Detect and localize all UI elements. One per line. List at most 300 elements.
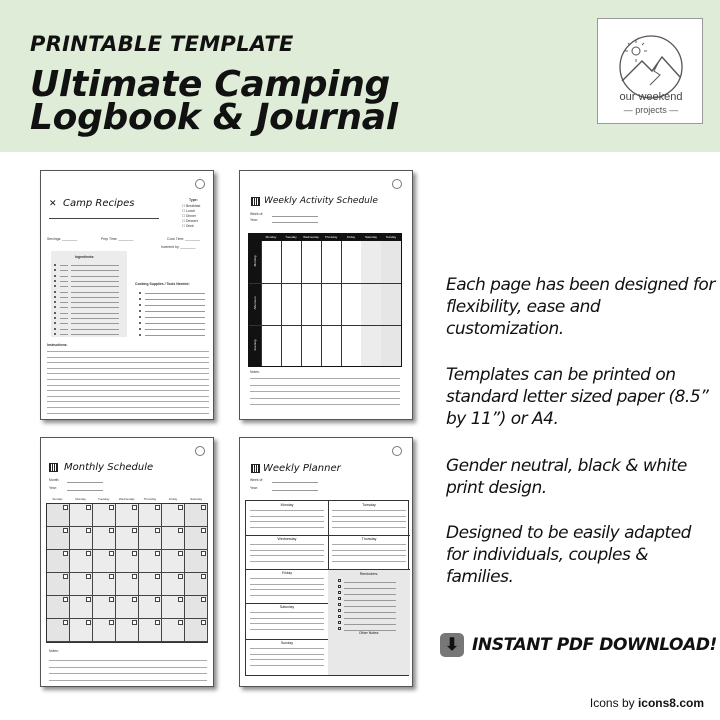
grid-column-line <box>341 241 342 366</box>
ingredient-line <box>71 292 119 293</box>
ingredient-qty-line <box>60 323 68 324</box>
instruction-line <box>47 357 209 358</box>
grid-column-line <box>321 241 322 366</box>
calendar-cell <box>162 504 185 527</box>
ingredient-line <box>71 297 119 298</box>
planner-title: Weekly Planner <box>263 463 341 474</box>
notes-line <box>250 378 400 379</box>
calendar-cell <box>47 619 70 642</box>
date-box <box>201 597 206 602</box>
planner-line <box>332 510 406 511</box>
instruction-line <box>47 390 209 391</box>
planner-line <box>250 595 324 596</box>
mini-logo-icon <box>195 179 205 189</box>
planner-line <box>332 521 406 522</box>
date-box <box>86 574 91 579</box>
planner-line <box>250 550 324 551</box>
calendar-cell <box>162 550 185 573</box>
calendar-cell <box>93 573 116 596</box>
calendar-cell <box>116 527 139 550</box>
year-line <box>272 222 318 223</box>
date-box <box>201 574 206 579</box>
tools-label: Cooking Supplies / Tools Needed: <box>135 282 190 286</box>
date-box <box>86 528 91 533</box>
row-header: Morning <box>253 255 257 267</box>
date-box <box>109 597 114 602</box>
ingredient-line <box>71 307 119 308</box>
calendar-cell <box>139 619 162 642</box>
notes-line <box>250 385 400 386</box>
ingredient-qty-line <box>60 318 68 319</box>
date-box <box>201 620 206 625</box>
planner-line <box>250 527 324 528</box>
calendar-cell <box>116 596 139 619</box>
ingredient-qty-line <box>60 276 68 277</box>
tool-line <box>145 317 205 318</box>
ingredient-qty-line <box>60 265 68 266</box>
reminder-line <box>344 618 396 619</box>
tool-line <box>145 311 205 312</box>
ingredient-line <box>71 265 119 266</box>
calendar-cell <box>70 573 93 596</box>
date-box <box>109 528 114 533</box>
checkbox-icon <box>338 609 341 612</box>
bullet-icon <box>54 328 56 330</box>
planner-line <box>250 561 324 562</box>
calendar-cell <box>162 527 185 550</box>
ingredient-qty-line <box>60 281 68 282</box>
servings: Servings: ________ <box>47 237 78 241</box>
date-box <box>201 528 206 533</box>
type-label: Type: <box>189 198 198 202</box>
bullet-icon <box>139 328 141 330</box>
day-label: Tuesday <box>362 503 376 507</box>
date-box <box>63 505 68 510</box>
day-label: Monday <box>280 503 294 507</box>
instruction-line <box>47 373 209 374</box>
ingredient-qty-line <box>60 270 68 271</box>
day-label: Thursday <box>361 537 377 541</box>
bullet-icon <box>54 333 56 335</box>
grid-row-line <box>249 283 401 284</box>
row-header: Evening <box>253 339 257 351</box>
day-header: Tuesday <box>97 497 110 501</box>
bullet-icon <box>139 304 141 306</box>
year: Year: <box>250 218 258 222</box>
calendar-cell <box>93 619 116 642</box>
month: Month: <box>49 478 60 482</box>
day-label: Sunday <box>280 641 294 645</box>
grid-column-line <box>261 241 262 366</box>
day-label: Saturday <box>279 605 295 609</box>
date-box <box>63 528 68 533</box>
ingredient-qty-line <box>60 297 68 298</box>
date-box <box>178 551 183 556</box>
planner-line <box>250 589 324 590</box>
instruction-line <box>47 379 209 380</box>
checkbox-icon <box>338 591 341 594</box>
page-preview-monthly <box>40 437 214 687</box>
planner-line <box>332 527 406 528</box>
reminder-line <box>344 582 396 583</box>
mini-logo-icon <box>392 446 402 456</box>
ingredient-qty-line <box>60 329 68 330</box>
planner-block-line <box>246 535 328 536</box>
tool-line <box>145 305 205 306</box>
download-banner <box>440 632 717 658</box>
type-option: ☐ Dinner <box>182 214 196 218</box>
date-box <box>86 597 91 602</box>
planner-line <box>250 623 324 624</box>
bullet-icon <box>54 312 56 314</box>
calendar-cell <box>116 550 139 573</box>
calendar-cell <box>93 596 116 619</box>
planner-line <box>332 516 406 517</box>
planner-line <box>250 618 324 619</box>
calendar-cell <box>185 550 208 573</box>
planner-line <box>250 516 324 517</box>
bullet-icon <box>54 275 56 277</box>
day-header: Monday <box>265 235 277 239</box>
calendar-cell <box>139 527 162 550</box>
reminder-line <box>344 600 396 601</box>
planner-line <box>332 550 406 551</box>
day-header: Monday <box>75 497 86 501</box>
planner-block-line <box>246 603 328 604</box>
recipe-name-line <box>49 218 159 219</box>
weekend-shade <box>361 241 381 366</box>
bullet-icon <box>139 316 141 318</box>
credit-link[interactable]: icons8.com <box>637 696 704 710</box>
date-box <box>155 528 160 533</box>
ingredient-line <box>71 313 119 314</box>
checkbox-icon <box>338 579 341 582</box>
date-box <box>109 574 114 579</box>
instructions-label: Instructions: <box>47 343 68 347</box>
planner-line <box>250 612 324 613</box>
bullet-icon <box>54 317 56 319</box>
date-box <box>155 574 160 579</box>
mini-logo-icon <box>195 446 205 456</box>
bullet-icon <box>54 264 56 266</box>
tool-line <box>145 299 205 300</box>
ingredient-line <box>71 276 119 277</box>
date-box <box>178 574 183 579</box>
planner-line <box>332 555 406 556</box>
header-banner <box>0 0 720 152</box>
day-header: Saturday <box>364 235 377 239</box>
checkbox-icon <box>338 627 341 630</box>
planner-block-line <box>328 535 410 536</box>
planner-line <box>250 578 324 579</box>
date-box <box>155 505 160 510</box>
instruction-line <box>47 385 209 386</box>
ingredient-line <box>71 329 119 330</box>
logo-line2: — projects — <box>623 105 679 115</box>
date-box <box>63 574 68 579</box>
grid-column-line <box>281 241 282 366</box>
date-box <box>132 551 137 556</box>
date-box <box>63 597 68 602</box>
day-header: Wednesday <box>303 235 319 239</box>
year-line <box>272 490 318 491</box>
type-option: ☐ Dessert <box>182 219 198 223</box>
feature-print-sizes: Templates can be printed on standard letter sized paper (8.5” by 11”) or A4. <box>446 365 709 429</box>
icons-credit <box>590 696 704 710</box>
activity-title: Weekly Activity Schedule <box>264 196 378 206</box>
date-box <box>201 505 206 510</box>
instruction-line <box>47 407 209 408</box>
date-box <box>155 551 160 556</box>
invented-by: Invented by: ________ <box>161 245 196 249</box>
day-header: Thursday <box>143 497 157 501</box>
notes-line <box>49 667 207 668</box>
planner-grid <box>245 500 409 676</box>
planner-line <box>250 544 324 545</box>
page-preview-weekly-planner <box>239 437 413 687</box>
ingredient-line <box>71 318 119 319</box>
calendar-cell <box>116 619 139 642</box>
calendar-cell <box>139 573 162 596</box>
calendar-cell <box>47 573 70 596</box>
date-box <box>63 551 68 556</box>
bullet-icon <box>139 292 141 294</box>
instruction-line <box>47 362 209 363</box>
weekend-shade <box>381 241 401 366</box>
planner-line <box>250 510 324 511</box>
date-box <box>178 528 183 533</box>
planner-line <box>250 648 324 649</box>
ingredients-label: Ingredients: <box>75 255 95 259</box>
ingredient-qty-line <box>60 334 68 335</box>
instruction-line <box>47 413 209 414</box>
date-box <box>178 597 183 602</box>
week-line <box>272 482 318 483</box>
calendar-cell <box>93 527 116 550</box>
reminder-line <box>344 588 396 589</box>
notes-line <box>250 404 400 405</box>
calendar-cell <box>162 573 185 596</box>
planner-block-line <box>246 569 328 570</box>
calendar-icon <box>251 197 260 206</box>
tool-line <box>145 335 205 336</box>
notes-label: Notes: <box>250 370 260 374</box>
date-box <box>132 528 137 533</box>
date-box <box>86 551 91 556</box>
day-header: Sunday <box>385 235 397 239</box>
ingredient-line <box>71 302 119 303</box>
calendar-cell <box>185 596 208 619</box>
day-label: Wednesday <box>277 537 297 541</box>
day-header: Wednesday <box>118 497 135 501</box>
tool-line <box>145 323 205 324</box>
bullet-icon <box>54 296 56 298</box>
tool-line <box>145 329 205 330</box>
ingredient-qty-line <box>60 313 68 314</box>
instruction-line <box>47 401 209 402</box>
other-notes-label: Other Notes: <box>358 631 380 635</box>
date-box <box>109 505 114 510</box>
calendar-cell <box>47 596 70 619</box>
calendar-cell <box>70 596 93 619</box>
calendar-cell <box>185 573 208 596</box>
checkbox-icon <box>338 615 341 618</box>
date-box <box>63 620 68 625</box>
monthly-title: Monthly Schedule <box>64 462 154 473</box>
feature-flexibility: Each page has been designed for flexibility, ease and customization. <box>446 275 715 339</box>
activity-grid <box>248 233 402 367</box>
day-label: Friday <box>282 571 292 575</box>
date-box <box>178 505 183 510</box>
notes-line <box>250 391 400 392</box>
date-box <box>178 620 183 625</box>
planner-line <box>250 629 324 630</box>
date-box <box>109 620 114 625</box>
date-box <box>132 620 137 625</box>
date-box <box>132 505 137 510</box>
calendar-cell <box>93 550 116 573</box>
instruction-line <box>47 368 209 369</box>
ingredient-line <box>71 334 119 335</box>
download-label: INSTANT PDF DOWNLOAD! <box>472 635 717 655</box>
type-option: ☐ Drink <box>182 224 194 228</box>
checkbox-icon <box>338 621 341 624</box>
calendar-cell <box>185 504 208 527</box>
date-box <box>132 574 137 579</box>
prep-time: Prep Time: ________ <box>101 237 134 241</box>
week-of: Week of: <box>250 478 264 482</box>
ingredient-qty-line <box>60 292 68 293</box>
feature-design: Gender neutral, black & white print design. <box>446 456 687 498</box>
year-line <box>67 490 103 491</box>
reminder-line <box>344 624 396 625</box>
bullet-icon <box>139 298 141 300</box>
bullet-icon <box>139 334 141 336</box>
header-kicker: PRINTABLE TEMPLATE <box>30 32 294 56</box>
calendar-cell <box>162 619 185 642</box>
feature-adaptable: Designed to be easily adapted for individuals, couples & families. <box>446 523 691 587</box>
date-box <box>86 505 91 510</box>
week-line <box>272 216 318 217</box>
day-header: Sunday <box>52 497 63 501</box>
logo-line1: our weekend <box>619 91 683 103</box>
calendar-cell <box>93 504 116 527</box>
ingredient-line <box>71 286 119 287</box>
type-option: ☐ Breakfast <box>182 204 201 208</box>
notes-line <box>49 660 207 661</box>
cook-time: Cook Time: ________ <box>167 237 201 241</box>
calendar-cell <box>116 504 139 527</box>
calendar-cell <box>116 573 139 596</box>
reminder-line <box>344 606 396 607</box>
type-option: ☐ Lunch <box>182 209 196 213</box>
planner-line <box>250 665 324 666</box>
day-header: Thursday <box>324 235 338 239</box>
ingredient-qty-line <box>60 286 68 287</box>
month-line <box>67 482 103 483</box>
bullet-icon <box>54 291 56 293</box>
calendar-icon <box>251 464 260 473</box>
mini-logo-icon <box>392 179 402 189</box>
planner-line <box>250 555 324 556</box>
grid-column-line <box>301 241 302 366</box>
checkbox-icon <box>338 597 341 600</box>
bullet-icon <box>139 310 141 312</box>
reminders-label: Reminders: <box>359 572 379 576</box>
ingredient-qty-line <box>60 302 68 303</box>
brand-logo <box>597 18 703 124</box>
reminder-line <box>344 612 396 613</box>
calendar-cell <box>47 550 70 573</box>
day-header: Friday <box>168 497 178 501</box>
day-header: Tuesday <box>285 235 297 239</box>
calendar-cell <box>185 619 208 642</box>
calendar-icon <box>49 463 58 472</box>
notes-line <box>49 680 207 681</box>
year: Year: <box>250 486 258 490</box>
week-of: Week of: <box>250 212 264 216</box>
date-box <box>109 551 114 556</box>
page-title: Ultimate Camping Logbook & Journal <box>30 64 398 138</box>
page-preview-weekly-activity <box>239 170 413 420</box>
day-header: Saturday <box>190 497 203 501</box>
calendar-cell <box>47 527 70 550</box>
calendar-cell <box>162 596 185 619</box>
row-header: Afternoon <box>253 296 257 310</box>
calendar-cell <box>47 504 70 527</box>
notes-label: Notes: <box>49 649 59 653</box>
planner-line <box>250 584 324 585</box>
day-header: Friday <box>346 235 356 239</box>
calendar-cell <box>70 527 93 550</box>
notes-line <box>250 398 400 399</box>
calendar-cell <box>70 550 93 573</box>
download-arrow-icon: ⬇ <box>440 633 464 657</box>
utensils-icon: ✕ <box>49 198 57 208</box>
ingredient-line <box>71 270 119 271</box>
page-preview-camp-recipes <box>40 170 214 420</box>
credit-prefix: Icons by <box>589 696 635 710</box>
ingredient-line <box>71 281 119 282</box>
date-box <box>132 597 137 602</box>
date-box <box>201 551 206 556</box>
bullet-icon <box>139 322 141 324</box>
calendar-cell <box>185 527 208 550</box>
calendar-cell <box>70 619 93 642</box>
recipes-title: Camp Recipes <box>63 198 135 209</box>
planner-line <box>332 544 406 545</box>
tool-line <box>145 293 205 294</box>
checkbox-icon <box>338 603 341 606</box>
bullet-icon <box>54 280 56 282</box>
planner-line <box>250 654 324 655</box>
date-box <box>155 597 160 602</box>
planner-line <box>250 521 324 522</box>
checkbox-icon <box>338 585 341 588</box>
date-box <box>86 620 91 625</box>
calendar-cell <box>70 504 93 527</box>
planner-line <box>250 659 324 660</box>
calendar-cell <box>139 596 162 619</box>
notes-line <box>49 673 207 674</box>
ingredient-line <box>71 323 119 324</box>
planner-line <box>332 561 406 562</box>
month-grid <box>46 503 208 643</box>
planner-block-line <box>246 639 328 640</box>
calendar-cell <box>139 550 162 573</box>
date-box <box>155 620 160 625</box>
reminder-line <box>344 594 396 595</box>
